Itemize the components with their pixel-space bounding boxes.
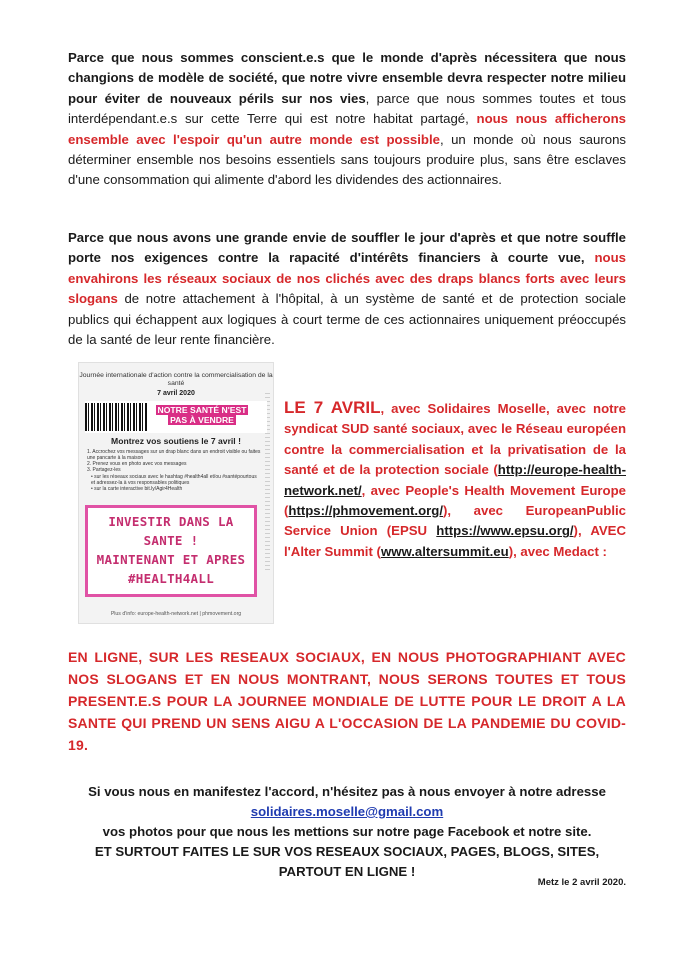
- paragraph-1-text-end: , un monde où nous saurons déterminer ensemble nos besoins essentiels sans toujours produire plus, sans être esclaves d'une consommation qui alimente d'abord les dividendes des actionnaires.: [68, 131, 626, 188]
- poster-step: 3. Partagez-les: [87, 467, 121, 474]
- event-text: ), avec EuropeanPublic Service Union (EPSU: [284, 503, 626, 539]
- poster-step: 2. Prenez vous en photo avec vos messages: [87, 461, 187, 468]
- paragraph-2-text: de notre attachement à l'hôpital, à un système de santé et de protection sociale publics qui échappent aux logiques à court terme de ces actionnaires uniquement préoccupés de la santé de leur rente financière.: [68, 291, 626, 348]
- paragraph-1-bold: Parce que nous sommes conscient.e.s que le monde d'après nécessitera que nous changions de modèle de société, que notre vivre ensemble devra respecter notre milieu pour éviter de nouveaux périls sur nos vies: [68, 50, 626, 106]
- handwritten-sign: [85, 505, 257, 597]
- paragraph-2: [68, 228, 626, 350]
- paragraph-2-highlight: nous envahirons les réseaux sociaux de nos clichés avec des draps blancs forts avec leurs slogans: [68, 250, 626, 307]
- paragraph-1-text: , parce que nous sommes toutes et tous interdépendant.e.s sur cette Terre qui est notre habitat partagé,: [68, 90, 627, 127]
- event-text: ), avec Medact :: [508, 543, 607, 559]
- poster-subtitle: Montrez vos soutiens le 7 avril !: [111, 435, 241, 446]
- poster-step: • sur la carte interactive bit.ly/Agir4Health: [91, 486, 183, 493]
- sign-line: MAINTENANT ET APRES: [96, 552, 246, 567]
- poster-banner: [85, 401, 267, 433]
- barcode-graphic: [85, 403, 147, 431]
- closing-line-3: ET SURTOUT FAITES LE SUR VOS RESEAUX SOCIAUX, PAGES, BLOGS, SITES,: [94, 844, 600, 859]
- event-date-heading: LE 7 AVRIL: [284, 398, 381, 417]
- link-altersummit[interactable]: www.altersummit.eu: [380, 543, 509, 559]
- poster-slogan: [139, 405, 265, 425]
- sign-line: #HEALTH4ALL: [127, 571, 215, 586]
- paragraph-1: [68, 48, 626, 191]
- poster-steps: [87, 449, 261, 492]
- link-phmovement[interactable]: https://phmovement.org/: [288, 503, 443, 519]
- paragraph-1-highlight: nous nous afficherons ensemble avec l'espoir qu'un autre monde est possible: [68, 111, 627, 147]
- poster-date: 7 avril 2020: [157, 389, 195, 397]
- poster-footer: Plus d'info: europe-health-network.net | phmovement.org: [110, 611, 242, 617]
- email-link[interactable]: solidaires.moselle@gmail.com: [250, 804, 444, 819]
- event-announcement: [284, 398, 626, 562]
- closing-email-line: [68, 802, 626, 822]
- sign-line: SANTE !: [143, 533, 199, 548]
- closing-line-1: Si vous nous en manifestez l'accord, n'hésitez pas à nous envoyer à notre adresse: [88, 784, 606, 799]
- event-text: , avec Solidaires Moselle, avec notre syndicat SUD santé sociaux, avec le Réseau européen contre la commercialisation et la privatisation de la santé et de la protection sociale (: [284, 401, 626, 478]
- poster-step: • sur les réseaux sociaux avec le hashtag #health4all et/ou #santépourtous et adressez-la à vos responsables politiques: [91, 473, 257, 486]
- poster-slogan-line2: PAS À VENDRE: [170, 414, 234, 425]
- paragraph-2-bold: Parce que nous avons une grande envie de souffler le jour d'après et que notre souffle porte nos exigences contre la rapacité d'intérêts financiers à courte vue,: [68, 230, 626, 266]
- call-to-action-paragraph: EN LIGNE, SUR LES RESEAUX SOCIAUX, EN NOUS PHOTOGRAPHIANT AVEC NOS SLOGANS ET EN NOUS MONTRANT, NOUS SERONS TOUTES ET TOUS PRESENT.E.S POUR LA JOURNEE MONDIALE DE LUTTE POUR LE DROIT A LA SANTE QUI PREND UN SENS AIGU A L'OCCASION DE LA PANDEMIE DU COVID-19.: [68, 649, 626, 753]
- event-text: , avec People's Health Movement Europe (: [284, 482, 626, 519]
- link-europe-health-network[interactable]: http://europe-health-network.net/: [284, 462, 626, 498]
- closing-line-2: vos photos pour que nous les mettions sur notre page Facebook et notre site.: [102, 824, 592, 839]
- link-epsu[interactable]: https://www.epsu.org/: [436, 523, 574, 539]
- poster-step: 1. Accrochez vos messages sur un drap blanc dans un endroit visible ou faites une pancarte à la maison: [87, 448, 261, 462]
- event-text: ), AVEC l'Alter Summit (: [284, 523, 627, 559]
- closing-line-4: PARTOUT EN LIGNE !: [278, 864, 416, 879]
- date-signature: Metz le 2 avril 2020.: [537, 877, 626, 888]
- campaign-poster-image: [78, 362, 274, 624]
- sign-line: INVESTIR DANS LA: [108, 514, 234, 529]
- poster-header: Journée internationale d'action contre la commercialisation de la santé: [79, 372, 273, 388]
- poster-slogan-line1: NOTRE SANTÉ N'EST: [157, 404, 247, 415]
